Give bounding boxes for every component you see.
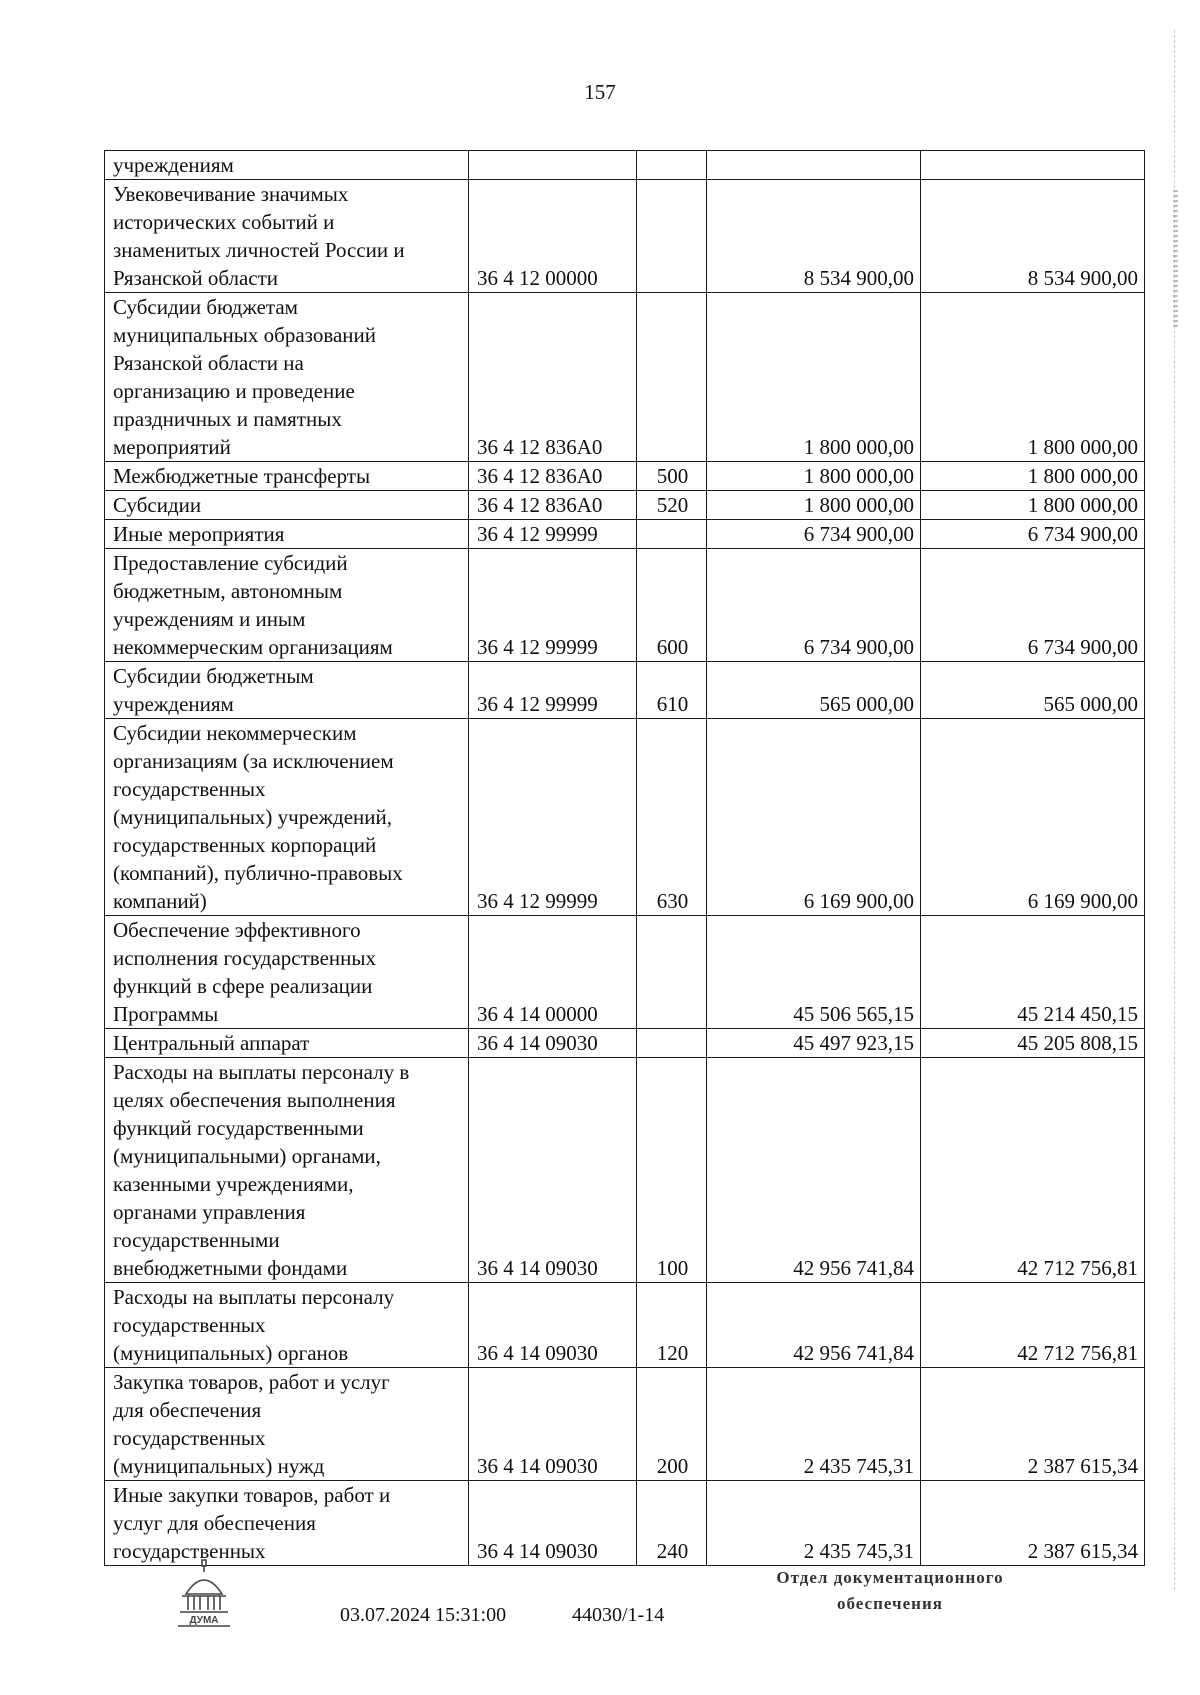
cell-expense-type: 100 bbox=[637, 1058, 707, 1283]
table-row bbox=[105, 549, 1145, 662]
footer-reg-number: 44030/1-14 bbox=[572, 1604, 665, 1626]
cell-target-code: 36 4 14 09030 bbox=[469, 1481, 637, 1566]
table-row bbox=[105, 916, 1145, 1029]
cell-amount-year-1: 42 956 741,84 bbox=[707, 1058, 921, 1283]
cell-amount-year-2: 1 800 000,00 bbox=[921, 293, 1145, 462]
table-row bbox=[105, 462, 1145, 491]
table-row bbox=[105, 1283, 1145, 1368]
cell-amount-year-1: 45 506 565,15 bbox=[707, 916, 921, 1029]
table-row bbox=[105, 1368, 1145, 1481]
cell-expense-type bbox=[637, 520, 707, 549]
cell-expense-type: 630 bbox=[637, 719, 707, 916]
cell-expense-type bbox=[637, 151, 707, 180]
budget-table bbox=[104, 150, 1145, 1566]
cell-amount-year-2: 8 534 900,00 bbox=[921, 180, 1145, 293]
cell-amount-year-2: 6 734 900,00 bbox=[921, 549, 1145, 662]
cell-name: Иные закупки товаров, работ и услуг для обеспечения государственных bbox=[105, 1481, 469, 1566]
cell-amount-year-1: 6 169 900,00 bbox=[707, 719, 921, 916]
cell-target-code: 36 4 12 99999 bbox=[469, 549, 637, 662]
cell-amount-year-1: 2 435 745,31 bbox=[707, 1481, 921, 1566]
cell-amount-year-1: 6 734 900,00 bbox=[707, 549, 921, 662]
cell-amount-year-2: 565 000,00 bbox=[921, 662, 1145, 719]
table-row bbox=[105, 151, 1145, 180]
cell-expense-type: 610 bbox=[637, 662, 707, 719]
cell-target-code: 36 4 14 00000 bbox=[469, 916, 637, 1029]
table-row bbox=[105, 1481, 1145, 1566]
cell-target-code: 36 4 12 99999 bbox=[469, 719, 637, 916]
footer-department-stamp: Отдел документационного обеспечения bbox=[776, 1568, 1004, 1613]
cell-expense-type bbox=[637, 293, 707, 462]
cell-amount-year-2: 45 205 808,15 bbox=[921, 1029, 1145, 1058]
cell-name: Расходы на выплаты персоналу государственных (муниципальных) органов bbox=[105, 1283, 469, 1368]
cell-target-code bbox=[469, 151, 637, 180]
cell-name: Иные мероприятия bbox=[105, 520, 469, 549]
cell-amount-year-1: 1 800 000,00 bbox=[707, 491, 921, 520]
cell-amount-year-1 bbox=[707, 151, 921, 180]
table-row bbox=[105, 180, 1145, 293]
cell-name: Центральный аппарат bbox=[105, 1029, 469, 1058]
cell-expense-type: 600 bbox=[637, 549, 707, 662]
cell-target-code: 36 4 14 09030 bbox=[469, 1283, 637, 1368]
cell-target-code: 36 4 12 99999 bbox=[469, 662, 637, 719]
cell-amount-year-1: 45 497 923,15 bbox=[707, 1029, 921, 1058]
cell-expense-type: 240 bbox=[637, 1481, 707, 1566]
cell-expense-type: 520 bbox=[637, 491, 707, 520]
cell-name: Предоставление субсидий бюджетным, автономным учреждениям и иным некоммерческим организациям bbox=[105, 549, 469, 662]
cell-target-code: 36 4 12 836А0 bbox=[469, 462, 637, 491]
cell-name: Субсидии бюджетным учреждениям bbox=[105, 662, 469, 719]
cell-amount-year-1: 565 000,00 bbox=[707, 662, 921, 719]
cell-amount-year-1: 1 800 000,00 bbox=[707, 462, 921, 491]
cell-amount-year-2: 2 387 615,34 bbox=[921, 1368, 1145, 1481]
page-number: 157 bbox=[584, 80, 616, 104]
table-row bbox=[105, 1058, 1145, 1283]
cell-target-code: 36 4 12 00000 bbox=[469, 180, 637, 293]
duma-logo-icon bbox=[172, 1556, 236, 1628]
cell-amount-year-2: 45 214 450,15 bbox=[921, 916, 1145, 1029]
cell-amount-year-1: 6 734 900,00 bbox=[707, 520, 921, 549]
table-row bbox=[105, 520, 1145, 549]
logo-text: ДУМА bbox=[189, 1615, 219, 1626]
cell-amount-year-2: 42 712 756,81 bbox=[921, 1283, 1145, 1368]
table-row bbox=[105, 719, 1145, 916]
cell-amount-year-1: 42 956 741,84 bbox=[707, 1283, 921, 1368]
cell-name: учреждениям bbox=[105, 151, 469, 180]
cell-amount-year-1: 8 534 900,00 bbox=[707, 180, 921, 293]
cell-target-code: 36 4 12 836А0 bbox=[469, 491, 637, 520]
cell-name: Увековечивание значимых исторических событий и знаменитых личностей России и Рязанской области bbox=[105, 180, 469, 293]
cell-target-code: 36 4 12 99999 bbox=[469, 520, 637, 549]
table-row bbox=[105, 662, 1145, 719]
cell-name: Субсидии некоммерческим организациям (за исключением государственных (муниципальных) учреждений, государственных корпораций (компаний), публично-правовых компаний) bbox=[105, 719, 469, 916]
cell-target-code: 36 4 14 09030 bbox=[469, 1058, 637, 1283]
cell-amount-year-1: 1 800 000,00 bbox=[707, 293, 921, 462]
cell-target-code: 36 4 14 09030 bbox=[469, 1029, 637, 1058]
cell-expense-type: 120 bbox=[637, 1283, 707, 1368]
cell-target-code: 36 4 12 836А0 bbox=[469, 293, 637, 462]
cell-name: Закупка товаров, работ и услуг для обеспечения государственных (муниципальных) нужд bbox=[105, 1368, 469, 1481]
table-row bbox=[105, 293, 1145, 462]
cell-name: Межбюджетные трансферты bbox=[105, 462, 469, 491]
cell-amount-year-2: 1 800 000,00 bbox=[921, 491, 1145, 520]
cell-target-code: 36 4 14 09030 bbox=[469, 1368, 637, 1481]
cell-expense-type bbox=[637, 180, 707, 293]
cell-name: Субсидии bbox=[105, 491, 469, 520]
cell-name: Субсидии бюджетам муниципальных образований Рязанской области на организацию и проведение праздничных и памятных мероприятий bbox=[105, 293, 469, 462]
cell-name: Обеспечение эффективного исполнения государственных функций в сфере реализации Программы bbox=[105, 916, 469, 1029]
cell-amount-year-2 bbox=[921, 151, 1145, 180]
cell-amount-year-2: 6 169 900,00 bbox=[921, 719, 1145, 916]
table-row bbox=[105, 1029, 1145, 1058]
cell-amount-year-1: 2 435 745,31 bbox=[707, 1368, 921, 1481]
cell-expense-type bbox=[637, 1029, 707, 1058]
cell-expense-type: 500 bbox=[637, 462, 707, 491]
cell-expense-type: 200 bbox=[637, 1368, 707, 1481]
cell-amount-year-2: 2 387 615,34 bbox=[921, 1481, 1145, 1566]
budget-table-body bbox=[105, 151, 1145, 1566]
scan-edge-artifact bbox=[1174, 30, 1178, 1590]
cell-amount-year-2: 42 712 756,81 bbox=[921, 1058, 1145, 1283]
cell-name: Расходы на выплаты персоналу в целях обеспечения выполнения функций государственными (муниципальными) органами, казенными учреждениями, органами управления государственными внебюджетными фондами bbox=[105, 1058, 469, 1283]
table-row bbox=[105, 491, 1145, 520]
cell-amount-year-2: 6 734 900,00 bbox=[921, 520, 1145, 549]
cell-amount-year-2: 1 800 000,00 bbox=[921, 462, 1145, 491]
footer-date: 03.07.2024 15:31:00 bbox=[340, 1604, 507, 1626]
cell-expense-type bbox=[637, 916, 707, 1029]
